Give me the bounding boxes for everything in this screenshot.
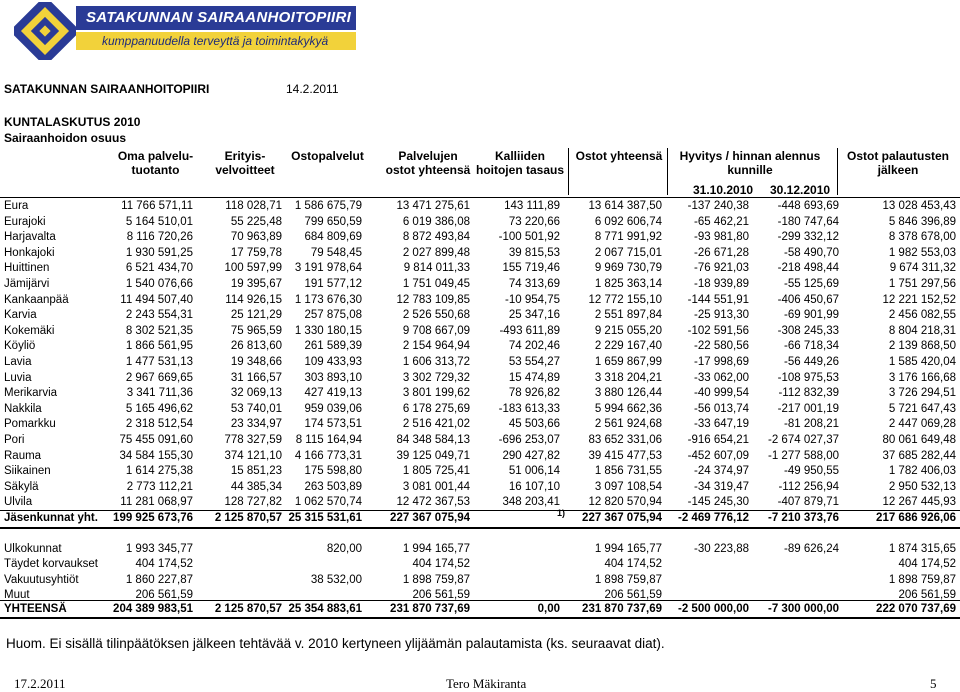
grand-total-rule-bottom	[0, 617, 960, 619]
ssp-logo	[14, 2, 359, 60]
row-label: Kokemäki	[4, 324, 55, 337]
row-value: -299 332,12	[777, 231, 839, 244]
row-value: 8 872 493,84	[402, 231, 470, 244]
col-divider	[667, 148, 668, 195]
col-header-date1: 31.10.2010	[693, 183, 754, 197]
row-value: 2 027 899,48	[402, 246, 470, 259]
row-value: 227 367 075,94	[390, 512, 470, 524]
row-value: -112 256,94	[778, 480, 839, 493]
row-label: Huittinen	[4, 262, 50, 275]
row-value: 25 121,29	[230, 309, 282, 322]
row-value: 31 166,57	[230, 371, 282, 384]
row-value: 5 846 396,89	[888, 215, 956, 228]
org-name: SATAKUNNAN SAIRAANHOITOPIIRI	[4, 82, 210, 96]
row-value: 19 348,66	[230, 356, 282, 368]
row-value: 2 125 870,57	[214, 512, 282, 524]
row-label: Muut	[4, 588, 30, 601]
table-row	[0, 572, 960, 588]
row-value: -452 607,09	[687, 449, 749, 462]
row-value: 5 164 510,01	[125, 215, 193, 228]
col-header-palautusten: Ostot palautusten jälkeen	[846, 149, 949, 177]
row-value: 8 378 678,00	[888, 231, 956, 244]
table-row	[0, 229, 960, 245]
row-value: 12 267 445,93	[882, 496, 956, 509]
report-date: 14.2.2011	[286, 82, 339, 96]
row-value: 2 229 167,40	[594, 340, 662, 353]
row-value: -218 498,44	[777, 262, 839, 275]
row-label: Rauma	[4, 449, 42, 462]
row-value: 820,00	[326, 543, 362, 555]
row-value: -34 319,47	[694, 480, 749, 493]
row-value: -81 208,21	[784, 418, 839, 431]
row-value: 2 516 421,02	[402, 418, 470, 431]
row-value: 12 772 155,10	[588, 293, 662, 306]
row-value: -22 580,56	[694, 340, 749, 353]
row-label: Honkajoki	[4, 246, 55, 259]
total-rule-bottom	[0, 527, 960, 529]
row-value: 1 994 165,77	[594, 543, 662, 555]
row-value: 15 474,89	[508, 371, 560, 384]
row-value: 25 347,16	[508, 309, 560, 322]
row-value: -217 001,19	[777, 402, 839, 415]
table-row	[0, 401, 960, 417]
row-value: 23 334,97	[230, 418, 282, 431]
row-value: 83 652 331,06	[588, 434, 662, 446]
row-value: 70 963,89	[230, 231, 282, 244]
row-value: 1 606 313,72	[402, 356, 470, 368]
row-value: -180 747,64	[777, 215, 839, 228]
row-value: -112 832,39	[778, 387, 839, 400]
row-value: 12 221 152,52	[882, 293, 956, 306]
row-value: 12 820 570,94	[588, 496, 662, 509]
row-value: 2 456 082,55	[888, 309, 956, 322]
row-label: Eurajoki	[4, 215, 46, 228]
row-value: -407 879,71	[777, 496, 839, 509]
report-title: KUNTALASKUTUS 2010	[4, 115, 141, 129]
row-value: 3 726 294,51	[888, 387, 956, 400]
row-value: 2 067 715,01	[594, 246, 662, 259]
row-label: Lavia	[4, 356, 32, 368]
row-value: 2 967 669,65	[125, 371, 193, 384]
row-value: 5 721 647,43	[888, 402, 956, 415]
row-value: 39 815,53	[508, 246, 560, 259]
row-value: -49 950,55	[784, 465, 839, 478]
row-value: 290 427,82	[502, 449, 560, 462]
row-value: 118 028,71	[225, 200, 282, 212]
row-value: 3 302 729,32	[402, 371, 470, 384]
row-value: 3 880 126,44	[594, 387, 662, 400]
row-value: 13 471 275,61	[396, 200, 470, 212]
row-value: 1 586 675,79	[294, 200, 362, 212]
row-value: 8 804 218,31	[888, 324, 956, 337]
row-value: -2 469 776,12	[678, 512, 749, 524]
row-value: -916 654,21	[687, 434, 749, 446]
row-value: 8 115 164,94	[295, 434, 362, 446]
row-value: 217 686 926,06	[876, 512, 956, 524]
report-subtitle: Sairaanhoidon osuus	[4, 131, 127, 145]
row-value: 1 866 561,95	[125, 340, 193, 353]
row-value: -58 490,70	[784, 246, 839, 259]
table-row	[0, 416, 960, 432]
table-row	[0, 385, 960, 401]
col-header-hyvitys: Hyvitys / hinnan alennus kunnille	[679, 149, 821, 177]
row-value: 73 220,66	[508, 215, 560, 228]
row-value: 44 385,34	[230, 480, 282, 493]
row-value: -1 277 588,00	[768, 449, 839, 462]
row-label: Ulvila	[4, 496, 33, 509]
row-label: Jämijärvi	[4, 278, 50, 290]
row-value: 2 125 870,57	[214, 603, 282, 615]
row-value: 75 965,59	[230, 324, 282, 337]
row-value: 109 433,93	[304, 356, 362, 368]
row-value: 9 969 730,79	[594, 262, 662, 275]
table-row	[0, 245, 960, 261]
row-value: 84 348 584,13	[396, 434, 470, 446]
col-header-ostopalvelut: Ostopalvelut	[291, 149, 364, 163]
row-label: Karvia	[4, 309, 37, 322]
row-value: 5 165 496,62	[125, 402, 193, 415]
row-value: 5 994 662,36	[594, 402, 662, 415]
row-value: 25 354 883,61	[288, 603, 362, 615]
row-value: 206 561,59	[412, 588, 470, 601]
row-value: -2 500 000,00	[678, 603, 749, 615]
row-value: 2 243 554,31	[125, 309, 193, 322]
row-value: -7 300 000,00	[768, 603, 839, 615]
row-value: -183 613,33	[498, 402, 560, 415]
row-value: 25 315 531,61	[288, 512, 362, 524]
row-value: 79 548,45	[310, 246, 362, 259]
row-value: 4 166 773,31	[294, 449, 362, 462]
row-value: 257 875,08	[304, 309, 362, 322]
row-value: 12 472 367,53	[396, 496, 470, 509]
row-value: 2 561 924,68	[594, 418, 662, 431]
row-value: 74 313,69	[508, 278, 560, 290]
row-value: -10 954,75	[505, 293, 560, 306]
row-value: -102 591,56	[687, 324, 749, 337]
row-value: 2 447 069,28	[888, 418, 956, 431]
note-text: Huom. Ei sisällä tilinpäätöksen jälkeen tehtävää v. 2010 kertyneen ylijäämän palautamista (ks. seuraavat diat).	[6, 636, 665, 651]
col-header-kalliiden: Kalliiden hoitojen tasaus	[475, 149, 564, 177]
table-row	[0, 432, 960, 448]
row-value: 3 318 204,21	[594, 371, 662, 384]
row-value: 404 174,52	[898, 558, 956, 571]
row-value: -66 718,34	[784, 340, 839, 353]
row-value: 1 659 867,99	[594, 356, 662, 368]
row-label: Jäsenkunnat yht.	[4, 512, 98, 524]
row-value: 13 614 387,50	[588, 200, 662, 212]
row-value: 100 597,99	[224, 262, 282, 275]
row-value: 6 092 606,74	[594, 215, 662, 228]
row-value: 15 851,23	[230, 465, 282, 478]
row-value: 1 856 731,55	[594, 465, 662, 478]
row-value: -696 253,07	[498, 434, 560, 446]
row-value: 2 139 868,50	[888, 340, 956, 353]
table-row	[0, 292, 960, 308]
row-label: Pori	[4, 434, 25, 446]
row-value: 261 589,39	[304, 340, 362, 353]
row-value: 9 215 055,20	[594, 324, 662, 337]
row-value: 2 154 964,94	[402, 340, 470, 353]
row-value: 222 070 737,69	[876, 603, 956, 615]
col-divider	[568, 148, 569, 195]
row-value: 1 173 676,30	[294, 293, 362, 306]
col-header-ostot: Ostot yhteensä	[575, 149, 663, 163]
row-value: -406 450,67	[777, 293, 839, 306]
table-row	[0, 276, 960, 292]
row-value: 12 783 109,85	[396, 293, 470, 306]
row-label: YHTEENSÄ	[4, 603, 67, 615]
row-value: 32 069,13	[230, 387, 282, 400]
row-value: 1 751 297,56	[888, 278, 956, 290]
row-label: Eura	[4, 200, 29, 212]
footnote-marker: 1)	[556, 508, 565, 518]
logo-title: SATAKUNNAN SAIRAANHOITOPIIRI	[76, 6, 356, 30]
row-label: Nakkila	[4, 402, 42, 415]
row-value: 34 584 155,30	[119, 449, 193, 462]
row-value: -65 462,21	[694, 215, 749, 228]
row-label: Vakuutusyhtiöt	[4, 573, 79, 586]
row-value: 78 926,82	[508, 387, 560, 400]
row-value: 263 503,89	[304, 480, 362, 493]
row-value: 959 039,06	[304, 402, 362, 415]
table-row	[0, 354, 960, 370]
table-row	[0, 260, 960, 276]
row-label: Harjavalta	[4, 231, 56, 244]
row-value: -448 693,69	[777, 200, 839, 212]
row-value: 2 551 897,84	[594, 309, 662, 322]
row-value: 3 341 711,36	[126, 387, 193, 400]
row-value: 404 174,52	[604, 558, 662, 571]
row-value: 53 740,01	[230, 402, 282, 415]
row-value: 231 870 737,69	[582, 603, 662, 615]
row-value: -26 671,28	[694, 246, 749, 259]
row-value: 206 561,59	[135, 588, 193, 601]
row-value: 6 178 275,69	[402, 402, 470, 415]
row-value: 16 107,10	[508, 480, 560, 493]
footer-date: 17.2.2011	[14, 676, 66, 691]
row-value: 175 598,80	[304, 465, 362, 478]
row-value: 199 925 673,76	[113, 512, 193, 524]
row-value: 1 585 420,04	[888, 356, 956, 368]
row-value: 1 825 363,14	[594, 278, 662, 290]
row-value: 45 503,66	[508, 418, 560, 431]
row-value: 13 028 453,43	[882, 200, 956, 212]
row-value: -40 999,54	[694, 387, 749, 400]
row-value: -100 501,92	[498, 231, 560, 244]
row-value: 778 327,59	[224, 434, 282, 446]
row-value: 3 081 001,44	[402, 480, 470, 493]
row-value: -89 626,24	[784, 543, 839, 555]
table-row	[0, 370, 960, 386]
row-value: 348 203,41	[502, 496, 560, 509]
row-label: Siikainen	[4, 465, 51, 478]
table-row	[0, 541, 960, 557]
row-value: 26 813,60	[230, 340, 282, 353]
row-value: 1 898 759,87	[888, 573, 956, 586]
row-value: 11 766 571,11	[121, 200, 193, 212]
row-value: 37 685 282,44	[882, 449, 956, 462]
row-value: 9 708 667,09	[402, 324, 470, 337]
row-value: 1 782 406,03	[888, 465, 956, 478]
row-value: 6 019 386,08	[402, 215, 470, 228]
grand-total-row	[0, 601, 960, 617]
row-label: Pomarkku	[4, 418, 56, 431]
row-value: 191 577,12	[304, 278, 362, 290]
row-value: 3 176 166,68	[888, 371, 956, 384]
row-value: 1 330 180,15	[294, 324, 362, 337]
row-value: 204 389 983,51	[113, 603, 193, 615]
col-header-erityis: Erityis- velvoitteet	[215, 149, 275, 177]
row-value: -2 674 027,37	[768, 434, 839, 446]
row-value: 38 532,00	[310, 573, 362, 586]
row-value: 55 225,48	[230, 215, 282, 228]
row-value: 11 281 068,97	[120, 496, 193, 509]
row-value: -7 210 373,76	[768, 512, 839, 524]
row-value: -18 939,89	[694, 278, 749, 290]
row-value: 128 727,82	[224, 496, 282, 509]
row-value: 6 521 434,70	[125, 262, 193, 275]
row-value: 2 773 112,21	[126, 480, 193, 493]
row-value: 404 174,52	[135, 558, 193, 571]
row-label: Kankaanpää	[4, 293, 69, 306]
row-value: -55 125,69	[784, 278, 839, 290]
row-value: -30 223,88	[694, 543, 749, 555]
row-value: 1 993 345,77	[125, 543, 193, 555]
row-value: 1 751 049,45	[402, 278, 470, 290]
row-value: 404 174,52	[412, 558, 470, 571]
row-value: 1 898 759,87	[594, 573, 662, 586]
row-value: -93 981,80	[694, 231, 749, 244]
row-value: 51 006,14	[508, 465, 560, 478]
row-value: 799 650,59	[304, 215, 362, 228]
row-value: 80 061 649,48	[882, 434, 956, 446]
row-value: 1 477 531,13	[125, 356, 193, 368]
row-value: 11 494 507,40	[120, 293, 193, 306]
col-divider	[837, 148, 838, 195]
row-value: 1 874 315,65	[888, 543, 956, 555]
row-value: -33 647,19	[694, 418, 749, 431]
table-row	[0, 556, 960, 572]
members-total-row	[0, 510, 960, 526]
row-value: 374 121,10	[224, 449, 282, 462]
row-value: 174 573,51	[304, 418, 362, 431]
row-value: -137 240,38	[687, 200, 749, 212]
row-value: -56 449,26	[784, 356, 839, 368]
col-header-date2: 30.12.2010	[770, 183, 831, 197]
row-value: 8 302 521,35	[125, 324, 193, 337]
row-value: 684 809,69	[304, 231, 362, 244]
row-label: Luvia	[4, 371, 32, 384]
row-value: 8 771 991,92	[594, 231, 662, 244]
table-row	[0, 214, 960, 230]
table-row	[0, 479, 960, 495]
row-label: Merikarvia	[4, 387, 58, 400]
row-value: 1 930 591,25	[125, 246, 193, 259]
row-value: 74 202,46	[508, 340, 560, 353]
row-value: -56 013,74	[694, 402, 749, 415]
row-value: 75 455 091,60	[119, 434, 193, 446]
row-value: -25 913,30	[694, 309, 749, 322]
row-value: 19 395,67	[230, 278, 282, 290]
row-value: 2 318 512,54	[125, 418, 193, 431]
row-value: 9 674 311,32	[889, 262, 956, 275]
row-value: -69 901,99	[784, 309, 839, 322]
row-value: 231 870 737,69	[390, 603, 470, 615]
col-header-palvelujen: Palvelujen ostot yhteensä	[385, 149, 471, 177]
row-label: Ulkokunnat	[4, 543, 62, 555]
row-value: -76 921,03	[694, 262, 749, 275]
row-value: 1 898 759,87	[402, 573, 470, 586]
row-value: 1 540 076,66	[125, 278, 193, 290]
table-row	[0, 338, 960, 354]
row-label: Köyliö	[4, 340, 36, 353]
row-value: 227 367 075,94	[582, 512, 662, 524]
row-value: 39 415 477,53	[588, 449, 662, 462]
row-value: -308 245,33	[777, 324, 839, 337]
logo-slogan: kumppanuudella terveyttä ja toimintakykyä	[76, 32, 356, 50]
table-row	[0, 448, 960, 464]
row-value: 155 719,46	[502, 262, 560, 275]
logo-emblem-icon	[14, 2, 76, 60]
table-row	[0, 494, 960, 510]
row-value: 1 860 227,87	[125, 573, 193, 586]
row-value: 39 125 049,71	[396, 449, 470, 462]
row-value: 0,00	[537, 603, 560, 615]
row-value: 2 526 550,68	[402, 309, 470, 322]
row-value: 206 561,59	[898, 588, 956, 601]
row-value: -17 998,69	[694, 356, 749, 368]
row-value: -24 374,97	[694, 465, 749, 478]
row-value: 2 950 532,13	[888, 480, 956, 493]
row-value: 9 814 011,33	[403, 262, 470, 275]
row-value: 143 111,89	[504, 200, 560, 212]
row-value: 1 805 725,41	[402, 465, 470, 478]
row-value: 1 062 570,74	[294, 496, 362, 509]
row-value: 206 561,59	[604, 588, 662, 601]
footer-page: 5	[930, 676, 937, 691]
row-value: 3 801 199,62	[402, 387, 470, 400]
row-value: 427 419,13	[304, 387, 362, 400]
row-value: -108 975,53	[777, 371, 839, 384]
row-value: 114 926,15	[225, 293, 282, 306]
row-value: 3 097 108,54	[594, 480, 662, 493]
row-label: Säkylä	[4, 480, 39, 493]
row-value: 53 554,27	[508, 356, 560, 368]
row-label: Täydet korvaukset	[4, 558, 98, 571]
row-value: -493 611,89	[499, 324, 560, 337]
footer-author: Tero Mäkiranta	[446, 676, 527, 691]
row-value: 1 614 275,38	[125, 465, 193, 478]
row-value: 303 893,10	[304, 371, 362, 384]
row-value: 1 994 165,77	[402, 543, 470, 555]
row-value: -144 551,91	[687, 293, 749, 306]
col-header-oma: Oma palvelu- tuotanto	[117, 149, 194, 177]
table-row	[0, 307, 960, 323]
row-value: 3 191 978,64	[294, 262, 362, 275]
row-value: -33 062,00	[694, 371, 749, 384]
table-row	[0, 323, 960, 339]
table-row	[0, 198, 960, 214]
row-value: -145 245,30	[687, 496, 749, 509]
row-value: 1 982 553,03	[888, 246, 956, 259]
table-row	[0, 463, 960, 479]
row-value: 8 116 720,26	[126, 231, 193, 244]
row-value: 17 759,78	[230, 246, 282, 259]
